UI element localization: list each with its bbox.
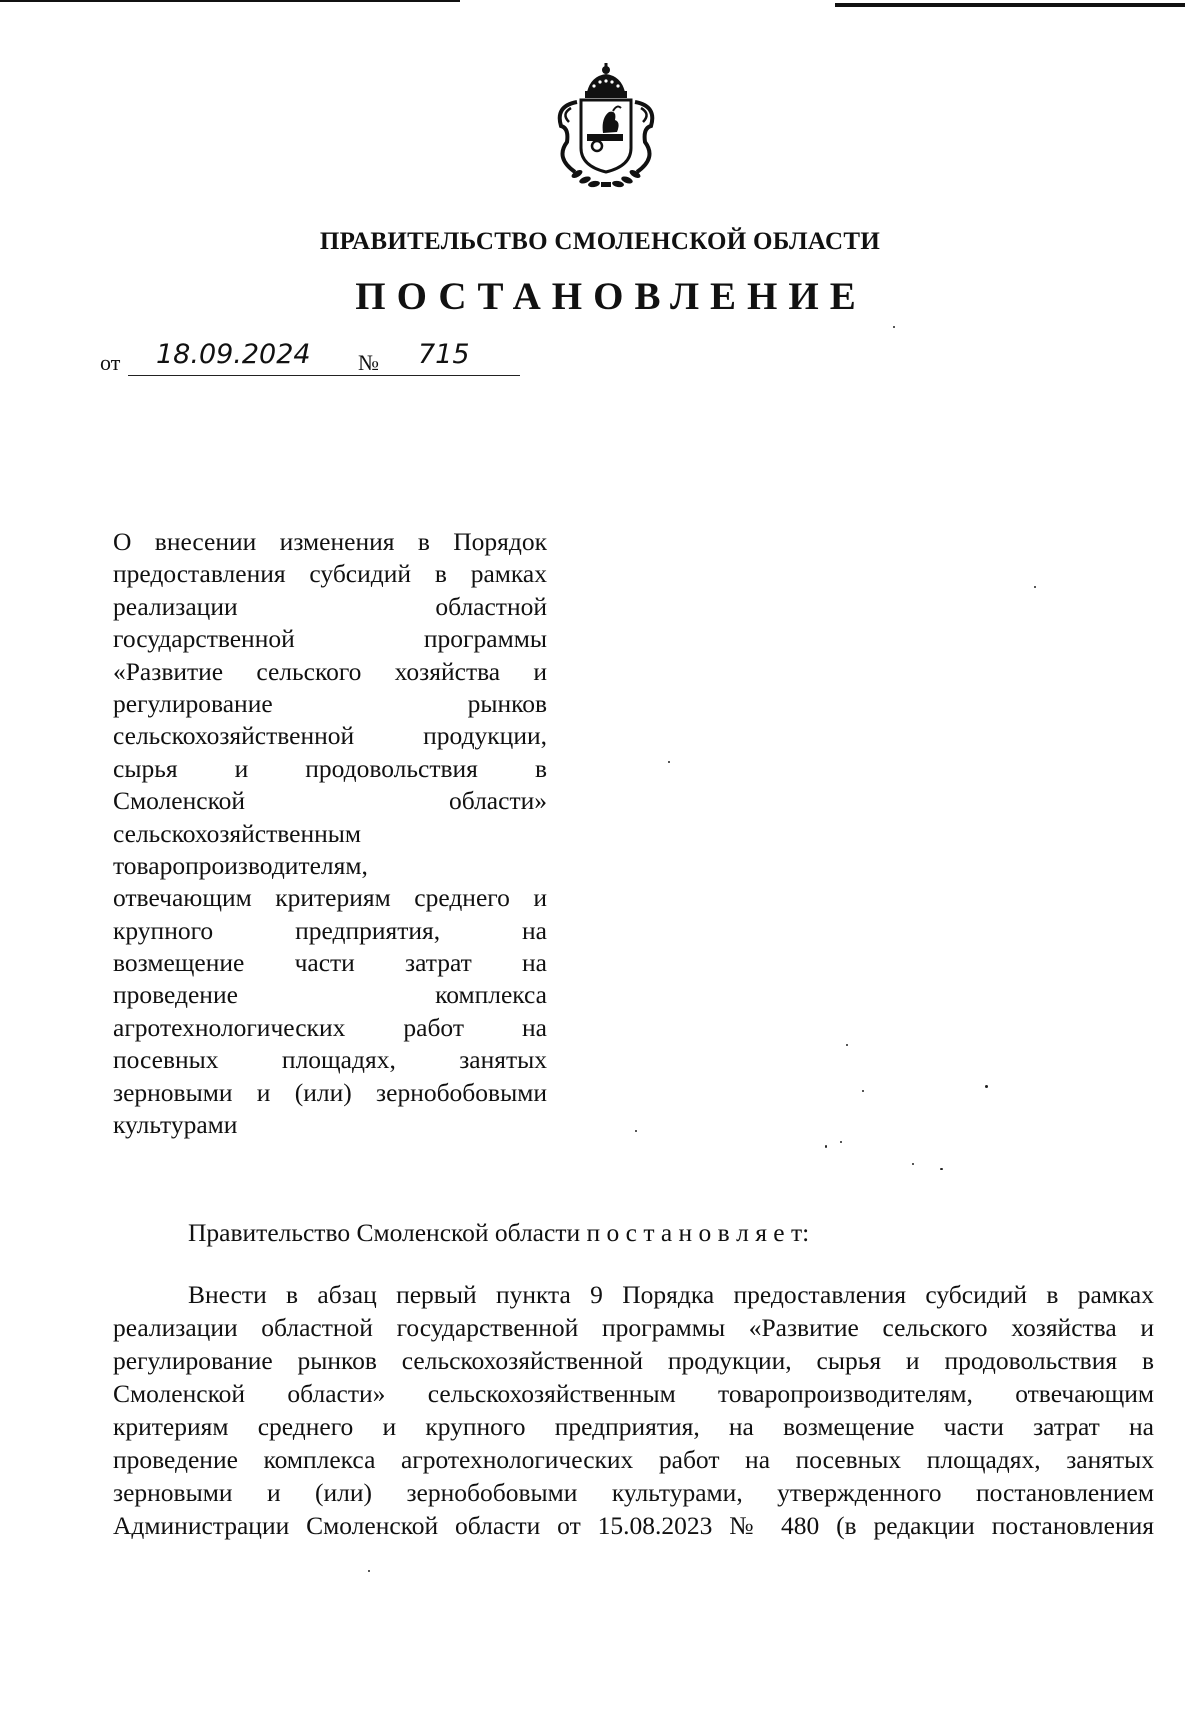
body-line: Внести в абзац первый пункта 9 Порядка предоставления субсидий в рамках	[188, 1280, 1154, 1309]
subject-line: товаропроизводителям,	[113, 850, 368, 880]
subject-line: агротехнологических работ на	[113, 1012, 547, 1042]
subject-line: сельскохозяйственной продукции,	[113, 721, 547, 751]
date-value: 18.09.2024	[128, 340, 455, 376]
subject-line: зерновыми и (или) зернобобовыми	[113, 1077, 547, 1107]
scan-speck	[368, 1570, 370, 1572]
subject-line: предоставления субсидий в рамках	[113, 559, 547, 589]
subject-line: Смоленской области»	[113, 786, 547, 816]
body-paragraph	[113, 1278, 1154, 1542]
subject-line: «Развитие сельского хозяйства и	[113, 656, 547, 686]
date-label: от	[100, 350, 121, 375]
number-value: 715	[390, 340, 520, 376]
subject-line: крупного предприятия, на	[113, 915, 547, 945]
subject-line: культурами	[113, 1110, 238, 1140]
subject-line: возмещение части затрат на	[113, 948, 547, 978]
scan-speck	[893, 326, 895, 328]
decree-statement: Правительство Смоленской области п о с т а н о в л я е т:	[188, 1218, 810, 1247]
subject-line: регулирование рынков	[113, 688, 547, 718]
scan-speck	[825, 1145, 827, 1148]
subject-line: посевных площадях, занятых	[113, 1045, 547, 1075]
subject-line: государственной программы	[113, 624, 547, 654]
scan-speck	[862, 1090, 864, 1092]
body-line: зерновыми и (или) зернобобовыми культурами, утвержденного постановлением	[113, 1478, 1154, 1507]
body-line: критериям среднего и крупного предприятия, на возмещение части затрат на	[113, 1412, 1154, 1441]
organization-title: ПРАВИТЕЛЬСТВО СМОЛЕНСКОЙ ОБЛАСТИ	[319, 228, 881, 255]
subject-line: проведение комплекса	[113, 980, 547, 1010]
scan-speck	[912, 1163, 914, 1165]
document-subject	[113, 526, 547, 1141]
subject-line: сырья и продовольствия в	[113, 753, 547, 783]
subject-line: сельскохозяйственным	[113, 818, 362, 848]
body-line: Администрации Смоленской области от 15.08.2023 № 480 (в редакции постановления	[113, 1511, 1154, 1540]
body-line: проведение комплекса агротехнологических работ на посевных площадях, занятых	[113, 1445, 1154, 1474]
scan-edge-line-left	[0, 0, 460, 2]
coat-of-arms-icon	[547, 62, 665, 190]
scan-speck	[985, 1085, 988, 1088]
scan-speck	[668, 761, 670, 763]
scan-speck	[840, 1141, 842, 1143]
number-label: №	[358, 350, 379, 375]
subject-line: О внесении изменения в Порядок	[113, 527, 547, 556]
scan-edge-line-right	[835, 3, 1185, 7]
scan-speck	[635, 1130, 637, 1132]
body-line: реализации областной государственной программы «Развитие сельского хозяйства и	[113, 1313, 1154, 1342]
document-type-title: ПОСТАНОВЛЕНИЕ	[355, 275, 867, 318]
body-line: Смоленской области» сельскохозяйственным товаропроизводителям, отвечающим	[113, 1379, 1154, 1408]
subject-line: отвечающим критериям среднего и	[113, 883, 547, 913]
scan-speck	[1034, 586, 1036, 588]
scan-speck	[940, 1168, 943, 1170]
body-line: регулирование рынков сельскохозяйственной продукции, сырья и продовольствия в	[113, 1346, 1154, 1375]
scan-speck	[846, 1044, 848, 1046]
subject-line: реализации областной	[113, 591, 547, 621]
